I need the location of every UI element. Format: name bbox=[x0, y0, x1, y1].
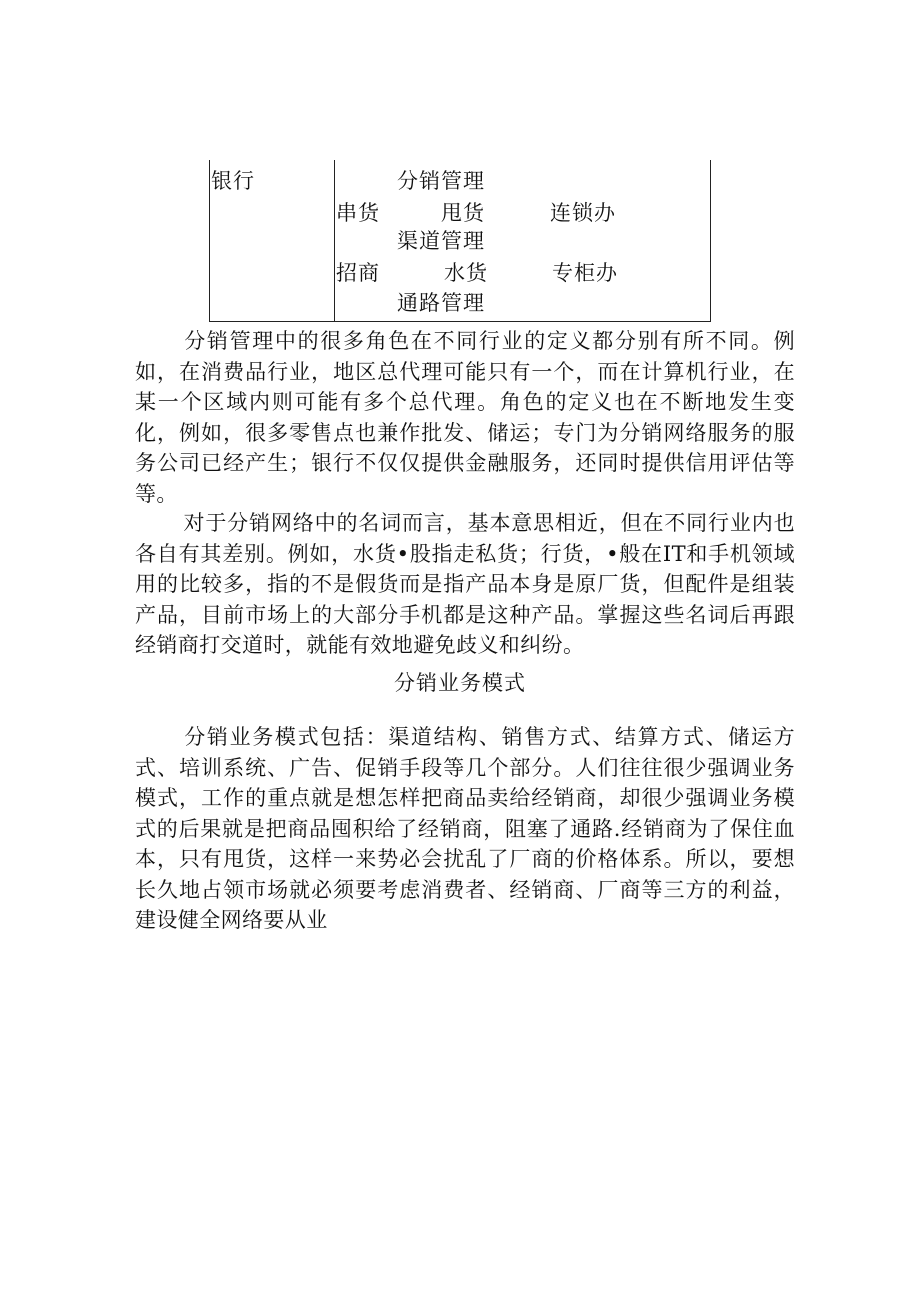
table-cell-term: 专柜办 bbox=[552, 261, 618, 285]
section-heading: 分销业务模式 bbox=[394, 671, 526, 695]
table-cell-term: 渠道管理 bbox=[397, 229, 485, 253]
paragraph-text: 对于分销网络中的名词而言，基本意思相近，但在不同行业内也各自有其差别。例如，水货•股指走私货；行货，•般在IT和手机领域用的比较多，指的不是假货而是指产品本身是原厂货，但配件是组装产品，目前市场上的大部分手机都是这种产品。掌握这些名词后再跟经销商打交道时，就能有效地避免歧义和纠纷。 bbox=[135, 511, 795, 657]
table-cell-term: 招商 bbox=[336, 261, 380, 285]
section-paragraph bbox=[135, 722, 795, 936]
body-paragraph bbox=[135, 508, 795, 661]
table-border-middle bbox=[334, 160, 335, 322]
table-cell-term: 连锁办 bbox=[550, 201, 616, 225]
table-cell-term: 通路管理 bbox=[397, 291, 485, 315]
table-cell-term: 分销管理 bbox=[397, 169, 485, 193]
table-cell-term: 串货 bbox=[336, 201, 380, 225]
table-row-header: 银行 bbox=[211, 169, 255, 193]
table-cell-term: 甩货 bbox=[441, 201, 485, 225]
table-border-bottom bbox=[209, 321, 711, 322]
paragraph-text: 分销管理中的很多角色在不同行业的定义都分别有所不同。例如，在消费品行业，地区总代理可能只有一个，而在计算机行业，在某一个区域内则可能有多个总代理。角色的定义也在不断地发生变化，例如，很多零售点也兼作批发、储运；专门为分销网络服务的服务公司已经产生；银行不仅仅提供金融服务，还同时提供信用评估等等。 bbox=[135, 329, 795, 506]
body-paragraph bbox=[135, 326, 795, 509]
table-border-right bbox=[710, 160, 711, 322]
table-cell-term: 水货 bbox=[444, 261, 488, 285]
paragraph-text: 分销业务模式包括：渠道结构、销售方式、结算方式、储运方式、培训系统、广告、促销手段等几个部分。人们往往很少强调业务模式，工作的重点就是想怎样把商品卖给经销商，却很少强调业务模式的后果就是把商品囤积给了经销商，阻塞了通路.经销商为了保住血本，只有甩货，这样一来势必会扰乱了厂商的价格体系。所以，要想长久地占领市场就必须要考虑消费者、经销商、厂商等三方的利益，建设健全网络要从业 bbox=[135, 725, 795, 932]
table-border-left bbox=[209, 160, 210, 322]
distribution-terms-table bbox=[209, 160, 711, 322]
